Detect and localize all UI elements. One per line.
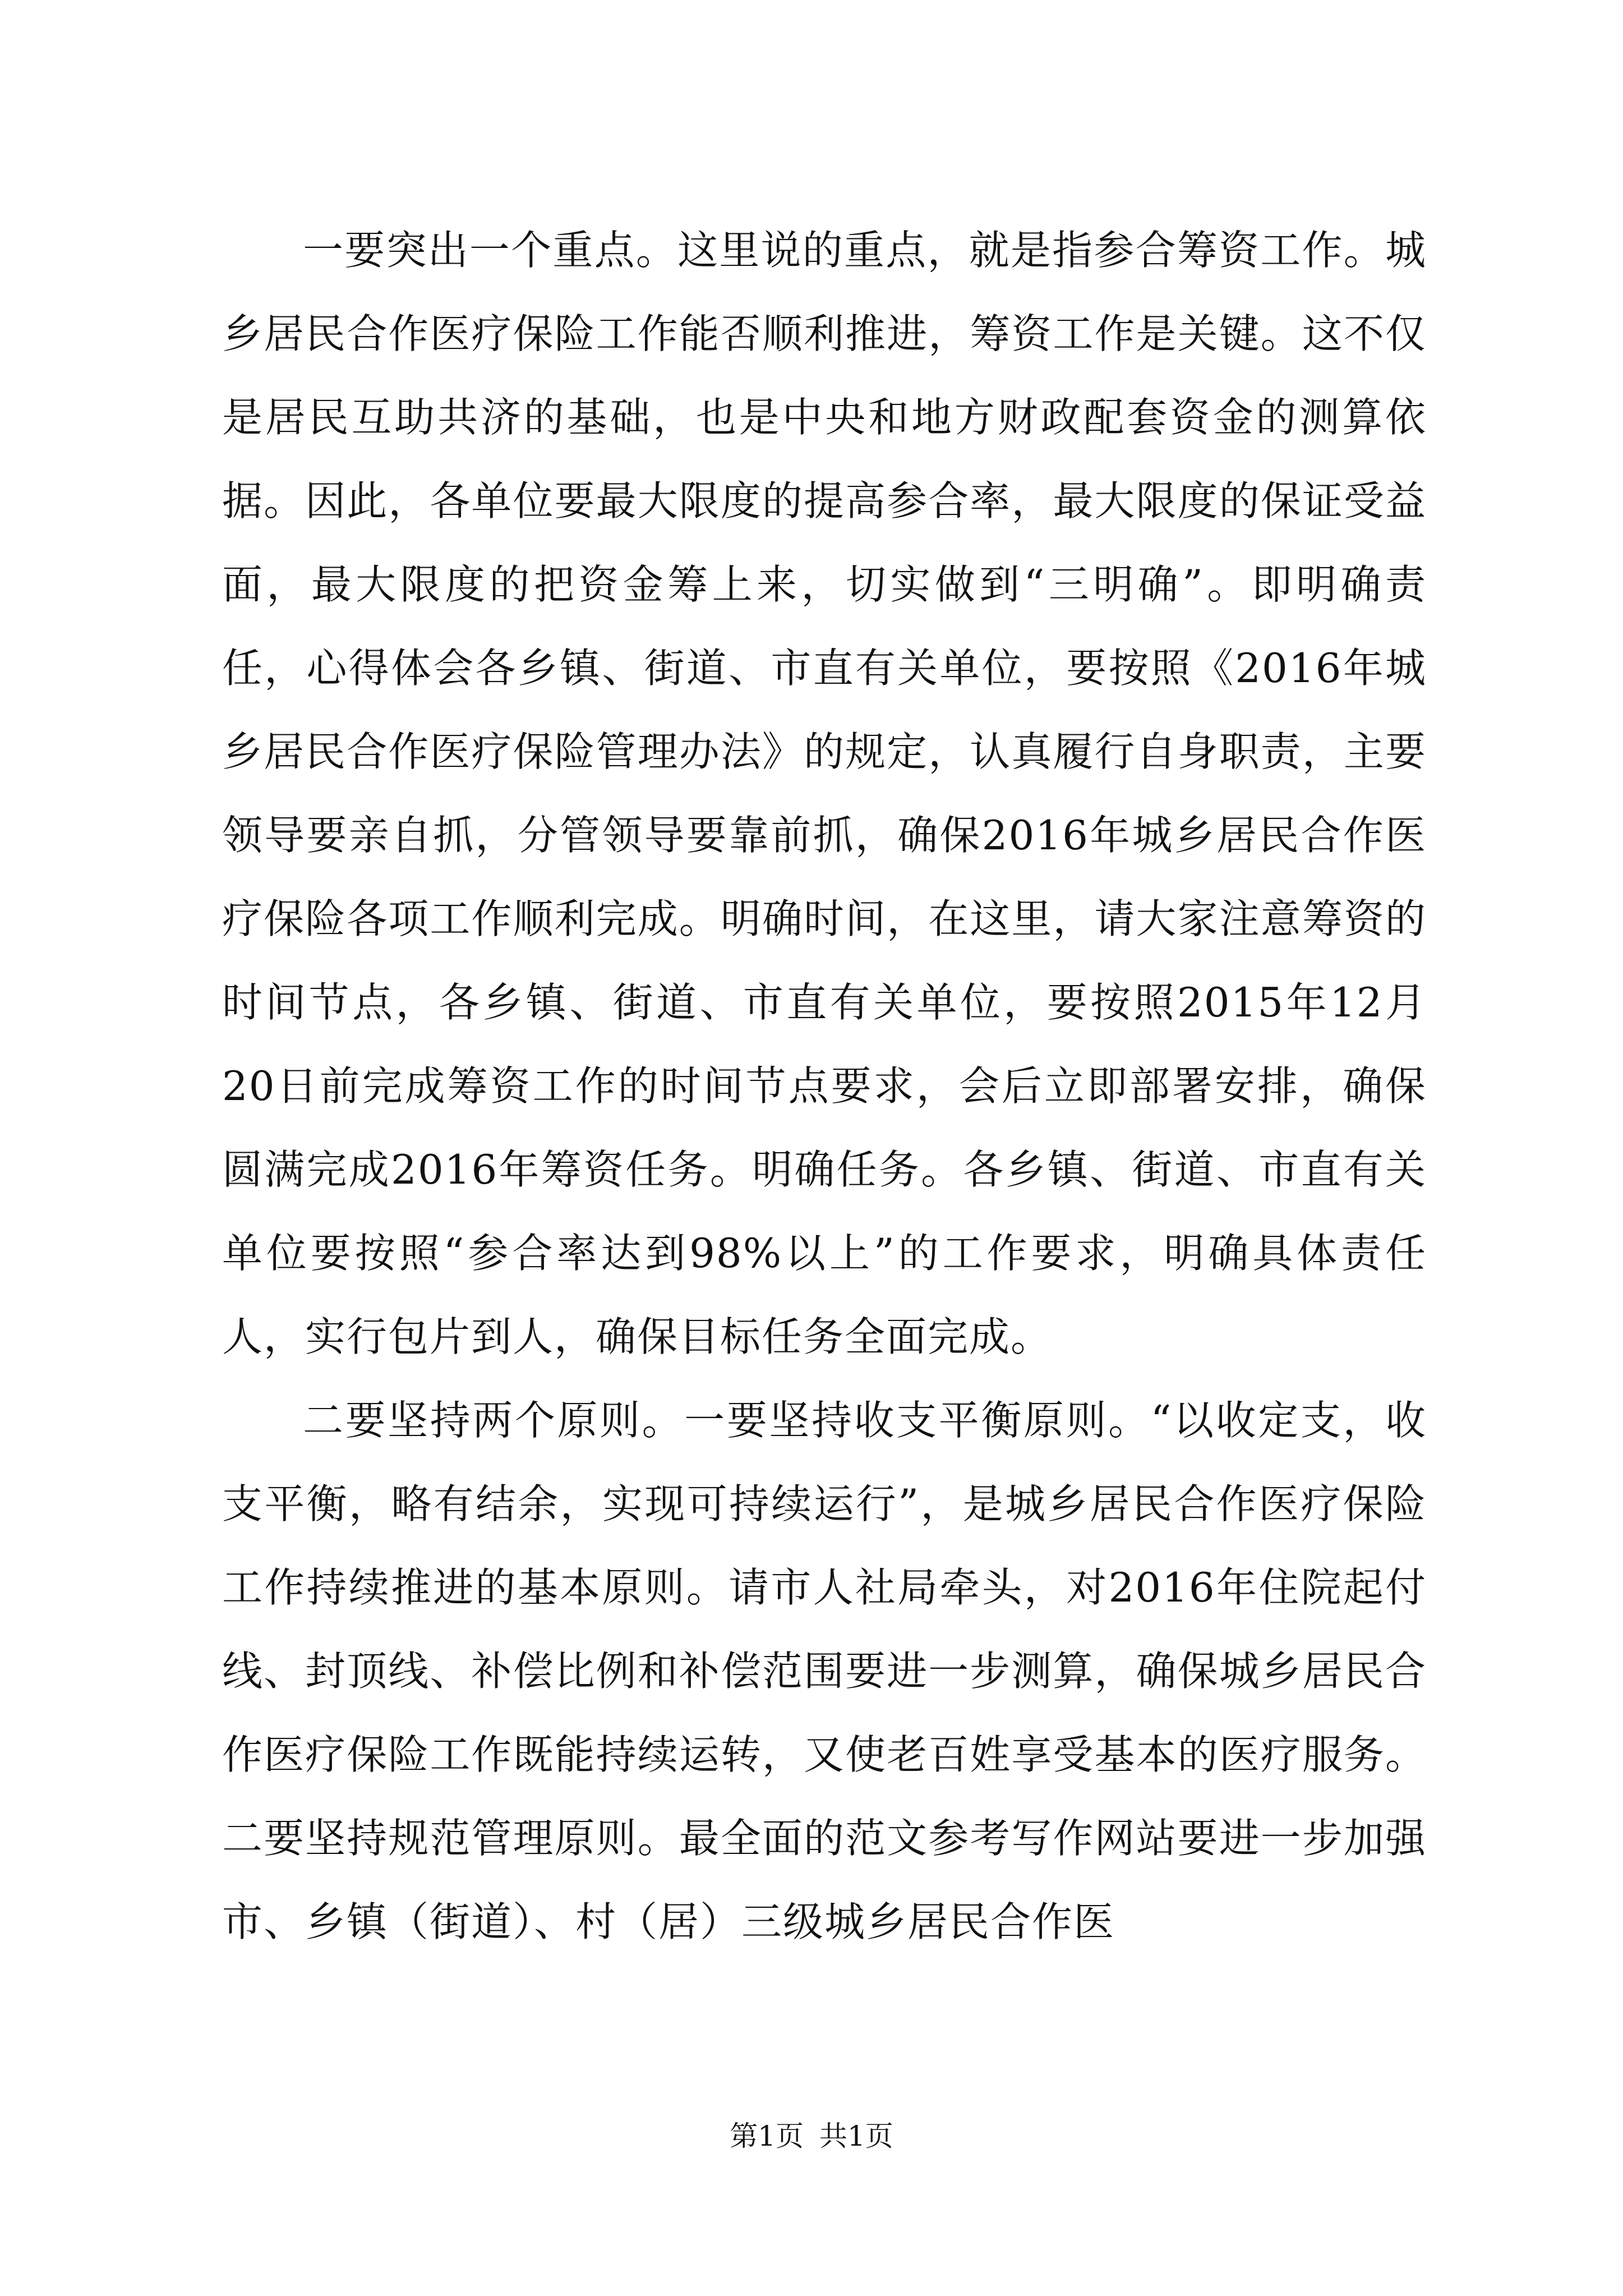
- document-body: [222, 209, 1427, 1964]
- paragraph-2: 二要坚持两个原则。一要坚持收支平衡原则。“以收定支，收支平衡，略有结余，实现可持续运行”，是城乡居民合作医疗保险工作持续推进的基本原则。请市人社局牵头，对2016年住院起付线、封顶线、补偿比例和补偿范围要进一步测算，确保城乡居民合作医疗保险工作既能持续运转，又使老百姓享受基本的医疗服务。二要坚持规范管理原则。最全面的范文参考写作网站要进一步加强市、乡镇（街道）、村（居）三级城乡居民合作医: [222, 1397, 1427, 1945]
- paragraph-1: 一要突出一个重点。这里说的重点，就是指参合筹资工作。城乡居民合作医疗保险工作能否顺利推进，筹资工作是关键。这不仅是居民互助共济的基础，也是中央和地方财政配套资金的测算依据。因此，各单位要最大限度的提高参合率，最大限度的保证受益面，最大限度的把资金筹上来，切实做到“三明确”。即明确责任，心得体会各乡镇、街道、市直有关单位，要按照《2016年城乡居民合作医疗保险管理办法》的规定，认真履行自身职责，主要领导要亲自抓，分管领导要靠前抓，确保2016年城乡居民合作医疗保险各项工作顺利完成。明确时间，在这里，请大家注意筹资的时间节点，各乡镇、街道、市直有关单位，要按照2015年12月20日前完成筹资工作的时间节点要求，会后立即部署安排，确保圆满完成2016年筹资任务。明确任务。各乡镇、街道、市直有关单位要按照“参合率达到98%以上”的工作要求，明确具体责任人，实行包片到人，确保目标任务全面完成。: [222, 227, 1427, 1360]
- page-footer: [0, 2114, 1623, 2154]
- page-total: 共1页: [819, 2120, 893, 2152]
- page-number: 第1页: [730, 2120, 804, 2152]
